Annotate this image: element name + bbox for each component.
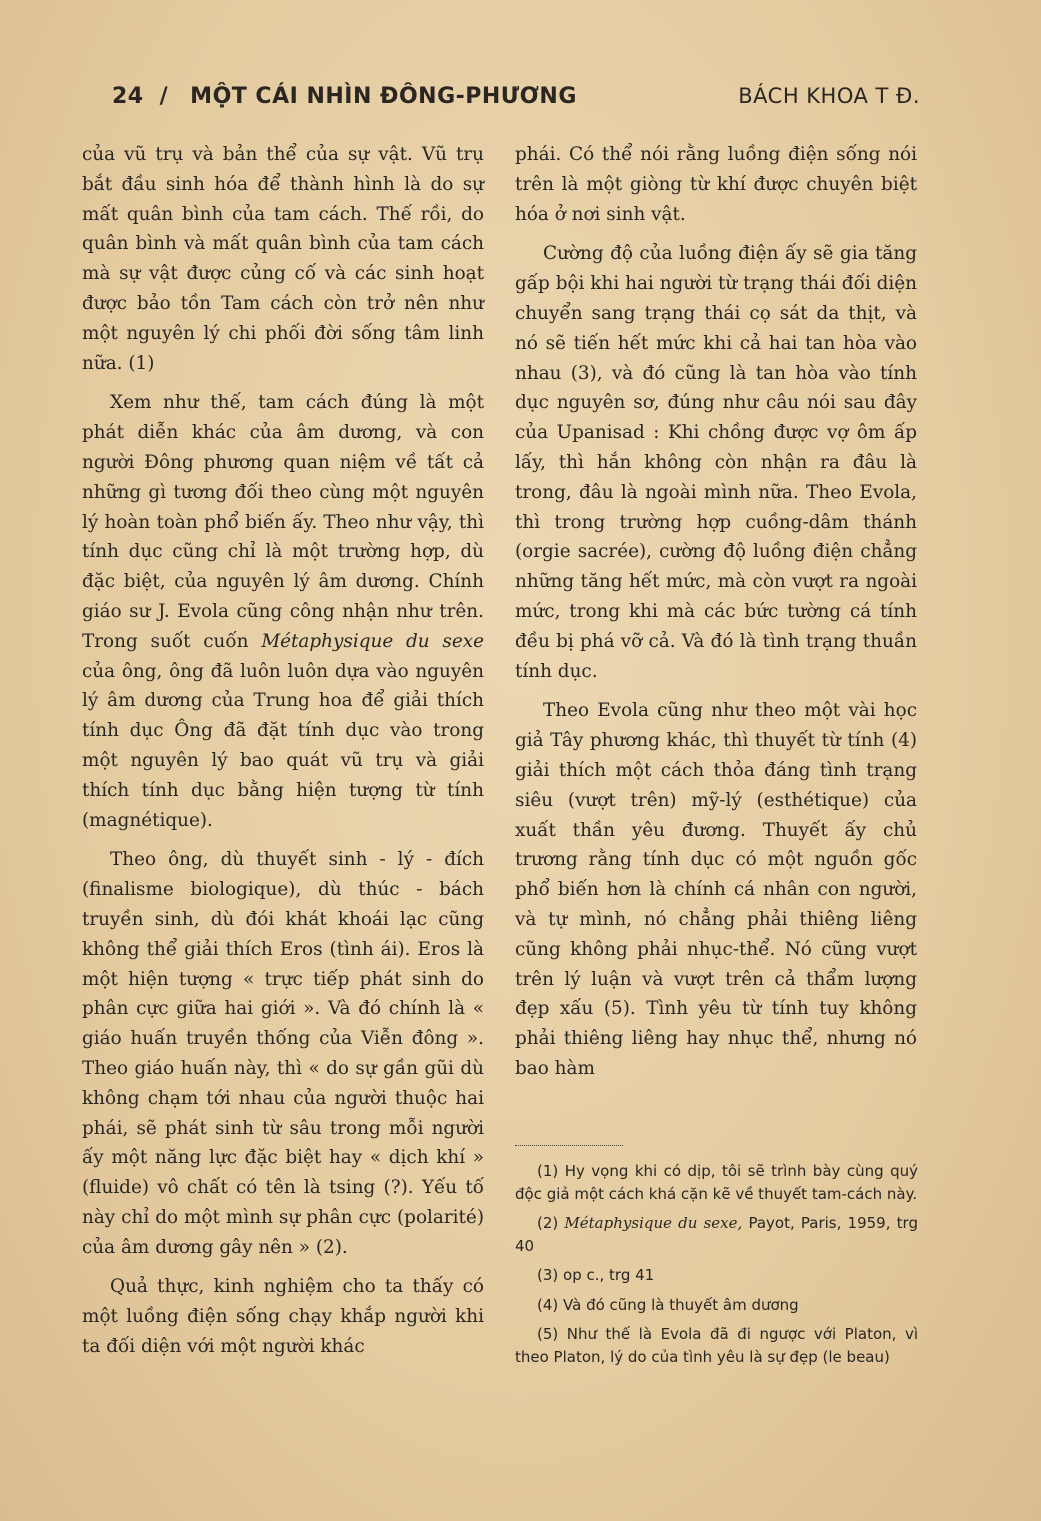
page-number: 24 [112,83,144,109]
paragraph: của vũ trụ và bản thể của sự vật. Vũ trụ bắt đầu sinh hóa để thành hình là do sự mất quân bình của tam cách. Thế rồi, do quân bình và mất quân bình của tam cách mà sự vật được củng cố và các sinh hoạt được bảo tồn Tam cách còn trở nên như một nguyên lý chi phối đời sống tâm linh nữa. (1) [82,144,484,374]
footnote: (5) Như thế là Evola đã đi ngược với Platon, vì theo Platon, lý do của tình yêu là sự đẹp (le beau) [515,1325,918,1366]
paragraph: Theo ông, dù thuyết sinh - lý - đích (finalisme biologique), dù thúc - bách truyền sinh, dù đói khát khoái lạc cũng không thể giải thích Eros (tình ái). Eros là một hiện tượng « trực tiếp phát sinh do phân cực giữa hai giới ». Và đó chính là « giáo huấn truyền thống của Viễn đông ». Theo giáo huấn này, thì « do sự gần gũi dù không chạm tới nhau của người thuộc hai phái, sẽ phát sinh từ sâu trong mỗi người ấy một năng lực đặc biệt hay « dịch khí » (fluide) vô chất có tên là tsing (?). Yếu tố này chỉ do một mình sự phân cực (polarité) của âm dương gây nên » (2). [82,849,484,1258]
paragraph: phái. Có thể nói rằng luồng điện sống nói trên là một giòng từ khí được chuyên biệt hóa ở nơi sinh vật. [515,144,917,225]
footnote: (3) op c., trg 41 [537,1266,655,1284]
paragraph: Cường độ của luồng điện ấy sẽ gia tăng gấp bội khi hai người từ trạng thái đối diện chuyển sang trạng thái cọ sát da thịt, và nó sẽ tiến hết mức khi cả hai tan hòa vào nhau (3), và đó cũng là tan hòa vào tính dục nguyên sơ, đúng như câu nói sau đây của Upanisad : Khi chồng được vợ ôm ấp lấy, thì hắn không còn nhận ra đâu là trong, đâu là ngoài mình nữa. Theo Evola, thì trong trường hợp cuồng-dâm thánh (orgie sacrée), cường độ luồng điện chẳng những tăng hết mức, mà còn vượt ra ngoài mức, trong khi mà các bức tường cá tính đều bị phá vỡ cả. Và đó là tình trạng thuần tính dục. [515,243,917,682]
footnote: (2) Métaphysique du sexe, Payot, Paris, 1959, trg 40 [515,1214,918,1255]
book-title: Métaphysique du sexe [261,630,484,652]
footnote-divider [515,1145,623,1146]
left-column [82,140,484,1362]
page-header [112,78,920,114]
header-separator: / [159,83,169,109]
paragraph: Xem như thế, tam cách đúng là một phát diễn khác của âm dương, và con người Đông phương quan niệm về tất cả những gì tương đối theo cùng một nguyên lý hoàn toàn phổ biến ấy. Theo như vậy, thì tính dục cũng chỉ là một trường hợp, dù đặc biệt, của nguyên lý âm dương. Chính giáo sư J. Evola cũng công nhận như trên. Trong suốt cuốn Métaphysique du sexe của ông, ông đã luôn luôn dựa vào nguyên lý âm dương của Trung hoa để giải thích tính dục Ông đã đặt tính dục vào trong một nguyên lý bao quát vũ trụ và giải thích tính dục bằng hiện tượng từ tính (magnétique). [82,392,484,831]
publication-name: BÁCH KHOA T Đ. [738,84,920,108]
paragraph: Quả thực, kinh nghiệm cho ta thấy có một luồng điện sống chạy khắp người khi ta đối diện với một người khác [82,1276,484,1358]
paragraph: Theo Evola cũng như theo một vài học giả Tây phương khác, thì thuyết từ tính (4) giải thích một cách thỏa đáng tình trạng siêu (vượt trên) mỹ-lý (esthétique) của xuất thần yêu đương. Thuyết ấy chủ trương rằng tính dục có một nguồn gốc phổ biến hơn là chính cá nhân con người, và tự mình, nó chẳng phải thiêng liêng cũng không phải nhục-thể. Nó cũng vượt trên lý luận và vượt trên cả thẩm lượng đẹp xấu (5). Tình yêu từ tính tuy không phải thiêng liêng hay nhục thể, nhưng nó bao hàm [515,700,917,1079]
footnote: (1) Hy vọng khi có dịp, tôi sẽ trình bày cùng quý độc giả một cách khá cặn kẽ về thuyết tam-cách này. [515,1162,918,1203]
footnotes [515,1160,918,1375]
right-column [515,140,917,1084]
running-title: MỘT CÁI NHÌN ĐÔNG-PHƯƠNG [190,83,577,109]
footnote: (4) Và đó cũng là thuyết âm dương [537,1295,799,1314]
